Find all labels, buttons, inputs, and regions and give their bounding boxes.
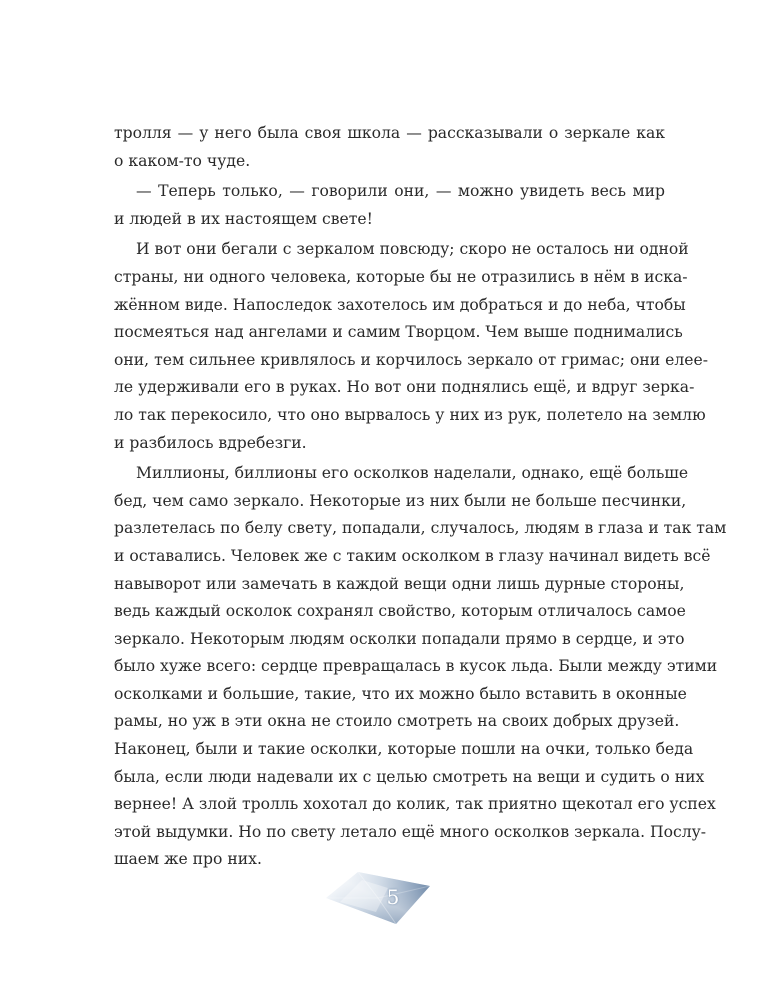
text-line: жённом виде. Напоследок захотелось им добраться и до неба, чтобы: [114, 295, 686, 314]
text-line: Миллионы, биллионы его осколков наделали, однако, ещё больше: [136, 464, 689, 483]
text-line: — Теперь только, — говорили они, — можно увидеть весь мир: [136, 182, 665, 201]
text-line: И вот они бегали с зеркалом повсюду; скоро не осталось ни одной: [136, 240, 689, 259]
text-line: посмеяться над ангелами и самим Творцом. Чем выше поднимались: [114, 323, 683, 342]
text-line: и разбилось вдребезги.: [114, 433, 307, 452]
text-line: зеркало. Некоторым людям осколки попадали прямо в сердце, и это: [114, 629, 685, 648]
text-line: тролля — у него была своя школа — рассказывали о зеркале как: [114, 124, 665, 142]
page-number: 5: [386, 885, 400, 909]
text-line: бед, чем само зеркало. Некоторые из них были не больше песчинки,: [114, 491, 687, 510]
text-line: ло так перекосило, что оно вырвалось у них из рук, полетело на землю: [114, 405, 706, 424]
text-line: разлетелась по белу свету, попадали, случалось, людям в глаза и так там: [114, 519, 727, 538]
text-line: Наконец, были и такие осколки, которые пошли на очки, только беда: [114, 740, 694, 759]
text-line: и людей в их настоящем свете!: [114, 209, 373, 228]
text-line: вернее! А злой тролль хохотал до колик, так приятно щекотал его успех: [114, 795, 716, 814]
text-line: осколками и большие, такие, что их можно было вставить в оконные: [114, 684, 687, 703]
text-line: ведь каждый осколок сохранял свойство, которым отличалось самое: [114, 602, 686, 621]
text-line: навыворот или замечать в каждой вещи одни лишь дурные стороны,: [114, 574, 685, 593]
text-line: было хуже всего: сердце превращалась в кусок льда. Были между этими: [114, 657, 718, 676]
text-line: этой выдумки. Но по свету летало ещё много осколков зеркала. Послу-: [114, 822, 707, 841]
text-line: была, если люди надевали их с целью смотреть на вещи и судить о них: [114, 767, 705, 786]
text-line: ле удерживали его в руках. Но вот они поднялись ещё, и вдруг зерка-: [114, 378, 695, 397]
body-text: [114, 120, 727, 874]
text-line: страны, ни одного человека, которые бы не отразились в нём в иска-: [114, 267, 688, 286]
page-number-ornament: [318, 868, 436, 926]
text-line: рамы, но уж в эти окна не стоило смотреть на своих добрых друзей.: [114, 712, 680, 731]
text-line: шаем же про них.: [114, 850, 262, 869]
text-line: о каком-то чуде.: [114, 151, 251, 170]
text-line: они, тем сильнее кривлялось и корчилось зеркало от гримас; они елее-: [114, 350, 709, 369]
text-line: и оставались. Человек же с таким осколком в глазу начинал видеть всё: [114, 546, 711, 565]
